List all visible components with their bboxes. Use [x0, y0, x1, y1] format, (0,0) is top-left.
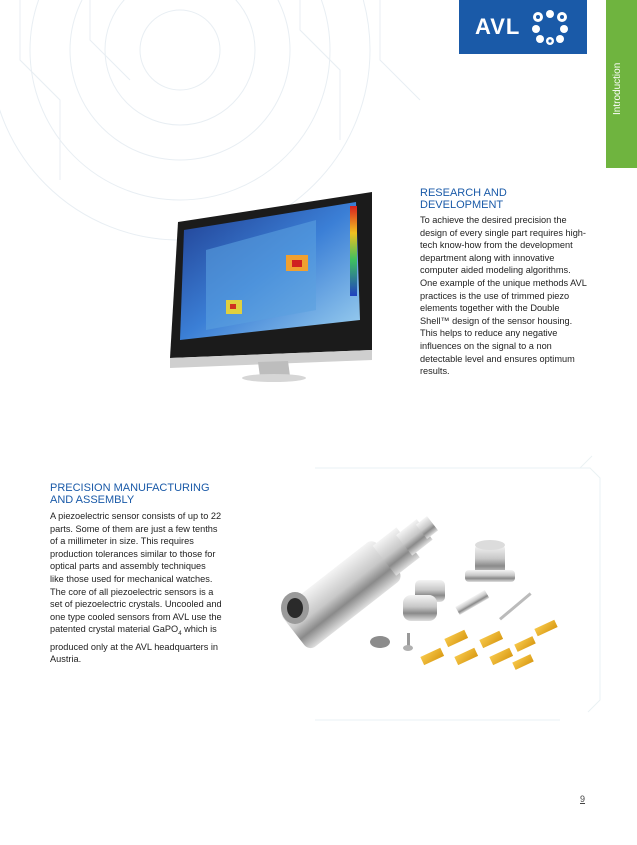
avl-logo — [459, 0, 587, 54]
paragraph-text: A piezoelectric sensor consists of up to 22 parts. Some of them are just a few tenths of a millimeter in size. This requires production tolerances similar to those for optical parts and assembly techniques like those used for mechanical watches. The core of all piezoelectric sensors is a set of piezoelectric crystals. Uncooled and one type cooled sensors from AVL use the patented crystal material GaPO — [50, 511, 222, 635]
heading-research-development: RESEARCH AND DEVELOPMENT — [420, 187, 507, 211]
computer-monitor-with-simulation — [166, 190, 374, 385]
paragraph-text-end: which is produced only at the AVL headquarters in Austria. — [50, 624, 219, 665]
subscript-4: 4 — [178, 631, 182, 638]
logo-text: AVL — [475, 14, 521, 39]
paragraph-research-development: To achieve the desired precision the design of every single part requires high-tech know-how from the development department along with innovative computer aided modeling algorithms. One example of the unique methods AVL practices is the use of trimmed piezo elements together with the Double Shell™ design of the sensor housing. This helps to reduce any negative influences on the signal to a non detectable level and ensures optimum results. — [420, 215, 587, 377]
page-number: 9 — [580, 794, 586, 804]
section-side-tab-label — [612, 95, 623, 115]
avl-emblem-icon — [530, 9, 570, 45]
paragraph-precision-manufacturing — [50, 510, 222, 666]
heading-precision-manufacturing: PRECISION MANUFACTURING AND ASSEMBLY — [50, 482, 210, 506]
sensor-components — [265, 500, 565, 675]
